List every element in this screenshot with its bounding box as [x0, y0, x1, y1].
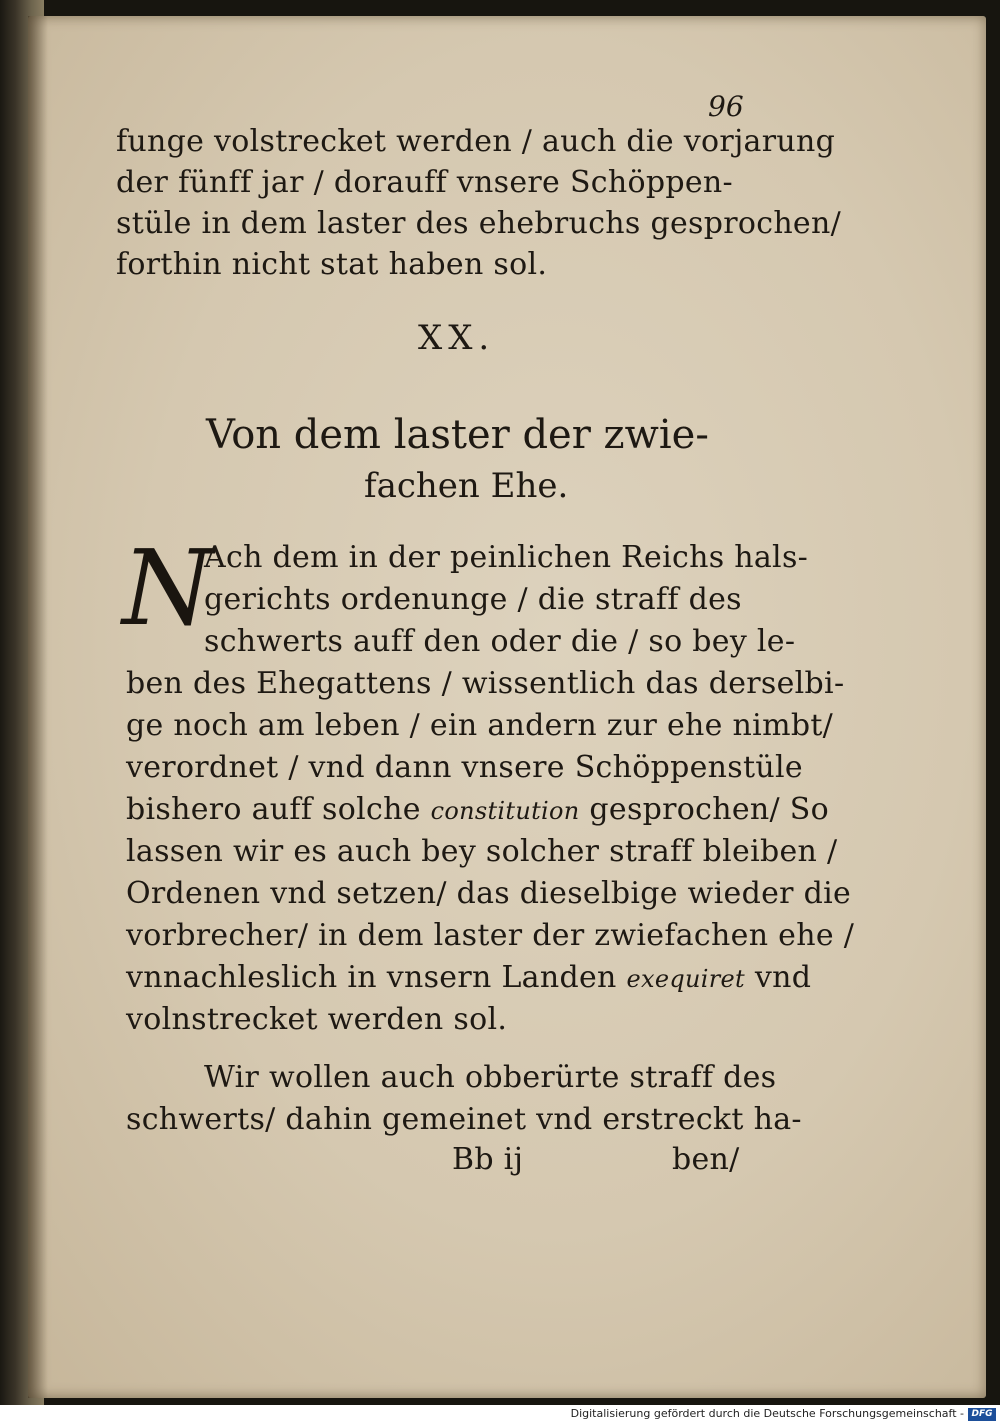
- text-span: vnnachleslich in vnsern Landen: [126, 960, 627, 995]
- paragraph-line: ge noch am leben / ein andern zur ehe nimbt/: [126, 708, 834, 743]
- section-title-line-1: Von dem laster der zwie-: [206, 412, 709, 458]
- text-line: funge volstrecket werden / auch die vorjarung: [116, 124, 836, 159]
- text-line: stüle in dem laster des ehebruchs gesprochen/: [116, 206, 842, 241]
- section-title-line-2: fachen Ehe.: [364, 466, 569, 506]
- text-line: der fünff jar / dorauff vnsere Schöppen-: [116, 165, 733, 200]
- paragraph-line: ben des Ehegattens / wissentlich das derselbi-: [126, 666, 845, 701]
- catchword: ben/: [672, 1142, 740, 1177]
- paragraph-line: verordnet / vnd dann vnsere Schöppenstüle: [126, 750, 803, 785]
- signature-mark: Bb ij: [452, 1142, 524, 1177]
- paragraph-line: schwerts/ dahin gemeinet vnd erstreckt ha-: [126, 1102, 802, 1137]
- text-line: forthin nicht stat haben sol.: [116, 247, 548, 282]
- decorated-initial: N: [122, 527, 213, 649]
- footer-bar: [0, 1405, 1000, 1425]
- funding-notice: Digitalisierung gefördert durch die Deutsche Forschungsgemeinschaft -: [570, 1407, 964, 1420]
- page-number: 96: [708, 90, 744, 123]
- latin-term: constitution: [430, 797, 580, 825]
- paragraph-line: lassen wir es auch bey solcher straff bleiben /: [126, 834, 838, 869]
- paragraph-line: Ach dem in der peinlichen Reichs hals-: [204, 540, 809, 575]
- paragraph-line: vorbrecher/ in dem laster der zwiefachen ehe /: [126, 918, 855, 953]
- text-span: bishero auff solche: [126, 792, 431, 827]
- paragraph-line: Wir wollen auch obberürte straff des: [204, 1060, 777, 1095]
- page-gutter-shadow: [28, 16, 48, 1398]
- paragraph-line: gerichts ordenunge / die straff des: [204, 582, 742, 617]
- paragraph-line: volnstrecket werden sol.: [126, 1002, 508, 1037]
- section-number: XX.: [418, 318, 496, 358]
- paragraph-line: schwerts auff den oder die / so bey le-: [204, 624, 796, 659]
- latin-term: exequiret: [626, 965, 745, 993]
- paragraph-line-with-latin: [126, 792, 829, 827]
- text-span: vnd: [744, 960, 812, 995]
- dfg-logo: DFG: [968, 1408, 996, 1421]
- text-span: gesprochen/ So: [579, 792, 829, 827]
- paragraph-line-with-latin: [126, 960, 811, 995]
- paragraph-line: Ordenen vnd setzen/ das dieselbige wieder die: [126, 876, 852, 911]
